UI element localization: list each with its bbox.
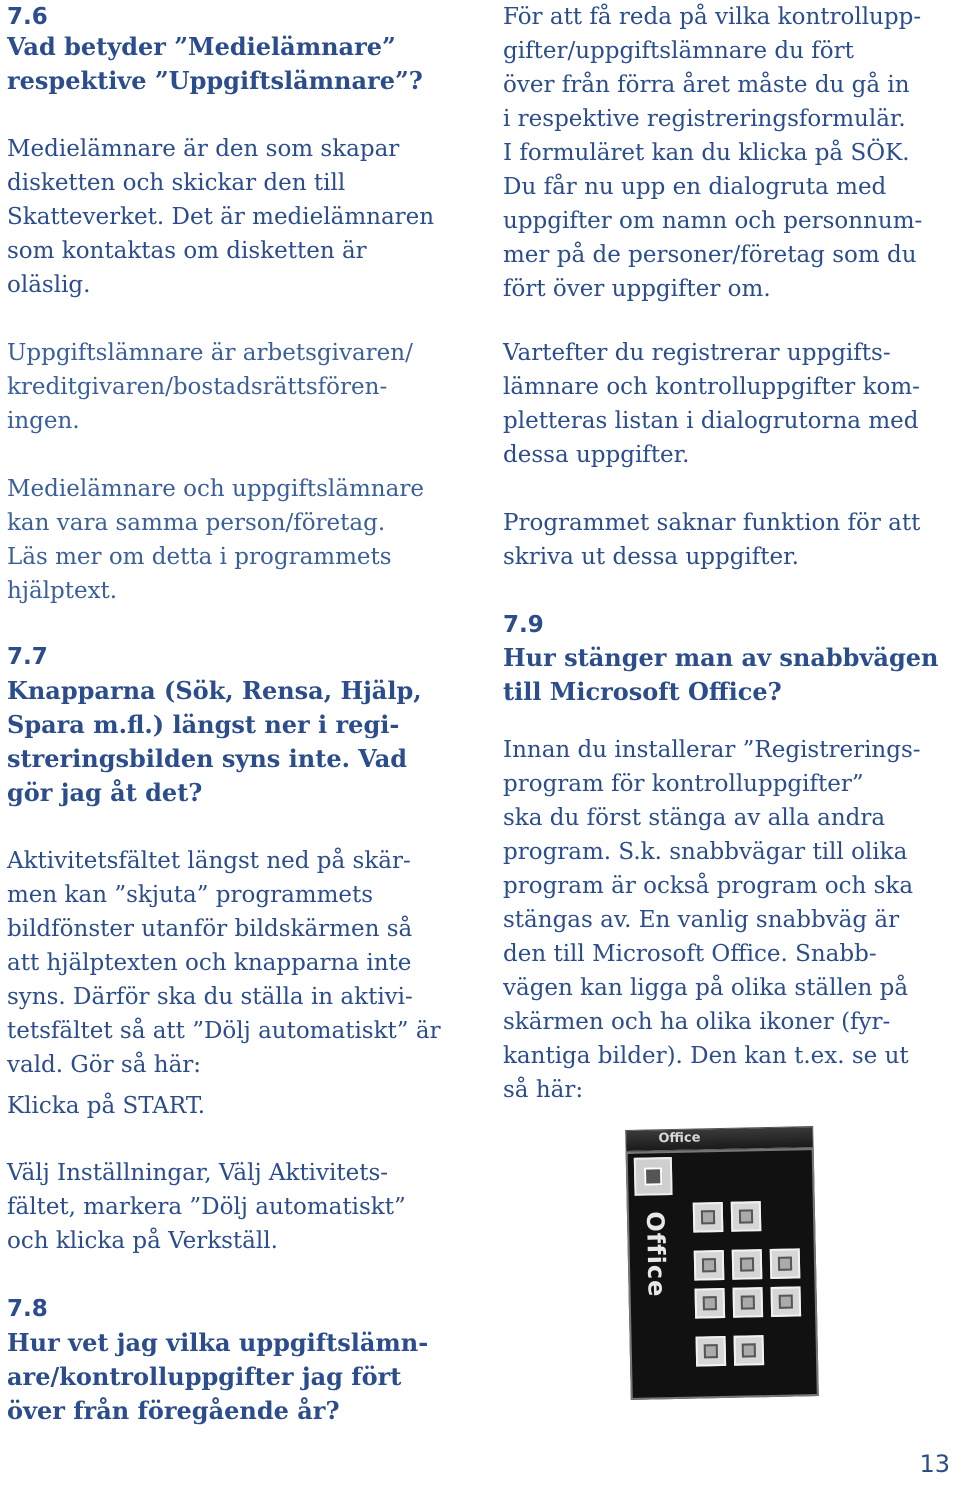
office-vertical-label: Office	[640, 1211, 671, 1298]
office-shortcut-panel	[626, 1148, 819, 1400]
check-icon[interactable]	[770, 1248, 801, 1279]
section-title-7-8: Hur vet jag vilka uppgiftslämn- are/kontrolluppgifter jag fört över från föregående år?	[7, 1328, 429, 1425]
paragraph-valj-installningar: Välj Inställningar, Välj Aktivitets- fältet, markera ”Dölj automatiskt” och klicka på Verkställ.	[7, 1160, 406, 1254]
paragraph-kontrolluppgifter: För att få reda på vilka kontrollupp- gifter/uppgiftslämnare du fört över från förra året måste du gå in i respektive registreringsformulär. I formuläret kan du klicka på SÖK. Du får nu upp en dialogruta med uppgifter om namn och personnum- mer på de personer/företag som du fört över uppgifter om.	[503, 4, 923, 302]
link-icon[interactable]	[731, 1201, 762, 1232]
paragraph-samma-person: Medielämnare och uppgiftslämnare kan vara samma person/företag. Läs mer om detta i programmets hjälptext.	[7, 476, 424, 604]
section-title-7-7: Knapparna (Sök, Rensa, Hjälp, Spara m.fl.) längst ner i regi- streringsbilden syns inte. Vad gör jag åt det?	[7, 676, 422, 807]
paragraph-aktivitetsfaltet: Aktivitetsfältet längst ned på skär- men kan ”skjuta” programmets bildfönster utanför bildskärmen så att hjälptexten och knapparna inte syns. Därför ska du ställa in aktivi- tetsfältet så att ”Dölj automatiskt” är vald. Gör så här:	[7, 848, 441, 1078]
section-title-7-9: Hur stänger man av snabbvägen till Microsoft Office?	[503, 643, 939, 706]
document-icon[interactable]	[693, 1202, 724, 1233]
page-number: 13	[919, 1450, 950, 1478]
picture-icon[interactable]	[732, 1249, 763, 1280]
paragraph-saknar-funktion: Programmet saknar funktion för att skriva ut dessa uppgifter.	[503, 510, 921, 570]
handshake-icon[interactable]	[734, 1335, 765, 1366]
copy-icon[interactable]	[694, 1250, 725, 1281]
paragraph-uppgiftslamnare: Uppgiftslämnare är arbetsgivaren/ kreditgivaren/bostadsrättsfören- ingen.	[7, 340, 413, 434]
clock-icon[interactable]	[771, 1286, 802, 1317]
list-icon[interactable]	[695, 1288, 726, 1319]
paragraph-innan-du-installerar: Innan du installerar ”Registrerings- program för kontrolluppgifter” ska du först stänga av alla andra program. S.k. snabbvägar till olika program är också program och ska stängas av. En vanlig snabbväg är den till Microsoft Office. Snabb- vägen kan ligga på olika ställen på skärmen och ha olika ikoner (fyr- kantiga bilder). Den kan t.ex. se ut så här:	[503, 737, 921, 1103]
paragraph-klicka-start: Klicka på START.	[7, 1093, 206, 1119]
office-title: Office	[658, 1130, 701, 1147]
image-icon[interactable]	[696, 1336, 727, 1367]
paragraph-vartefter: Vartefter du registrerar uppgifts- lämnare och kontrolluppgifter kom- pletteras listan i dialogrutorna med dessa uppgifter.	[503, 340, 920, 468]
office-logo-icon[interactable]	[634, 1157, 673, 1196]
chart-icon[interactable]	[733, 1287, 764, 1318]
section-number-7-7: 7.7	[7, 644, 48, 670]
office-shortcut-bar[interactable]	[625, 1126, 819, 1400]
section-title-7-6: Vad betyder ”Medielämnare” respektive ”Uppgiftslämnare”?	[7, 32, 423, 95]
section-number-7-9: 7.9	[503, 612, 544, 638]
section-number-7-6: 7.6	[7, 4, 48, 30]
paragraph-medielamnare: Medielämnare är den som skapar disketten och skickar den till Skatteverket. Det är medielämnaren som kontaktas om disketten är oläslig.	[7, 136, 435, 298]
section-number-7-8: 7.8	[7, 1296, 48, 1322]
